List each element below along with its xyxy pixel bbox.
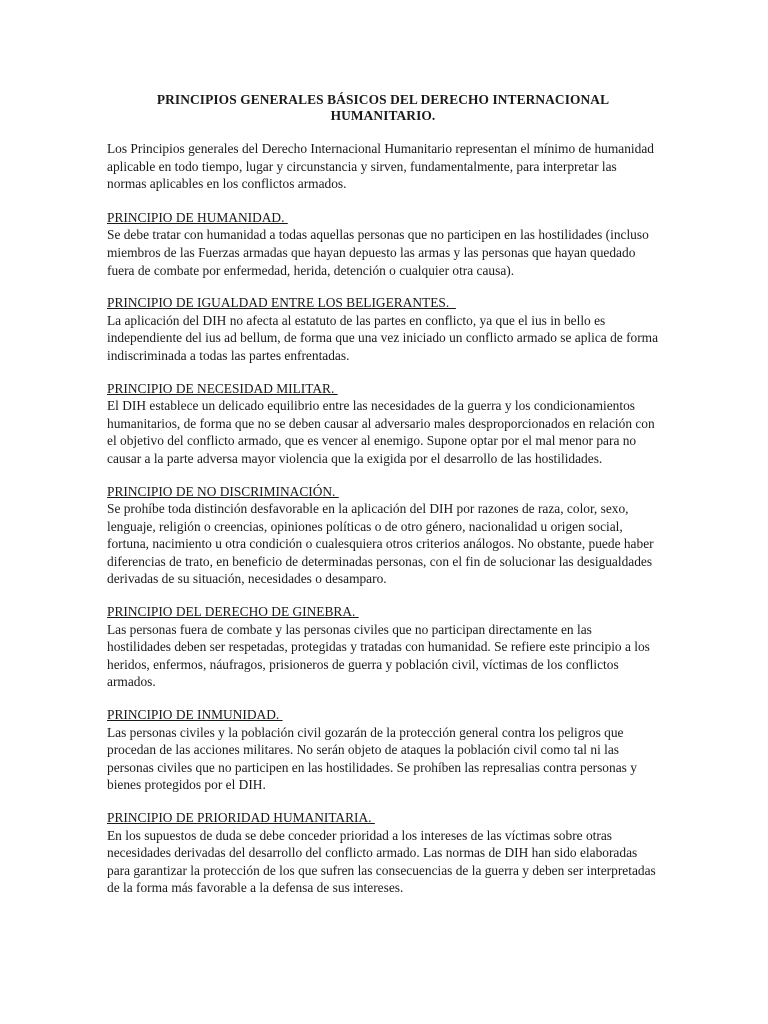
section-body: Se debe tratar con humanidad a todas aquellas personas que no participen en las hostilidades (incluso miembros de las Fuerzas armadas que hayan depuesto las armas y las personas que hayan quedado fuera de combate por enfermedad, herida, detención o cualquier otra causa). [107,227,649,278]
intro-paragraph: Los Principios generales del Derecho Internacional Humanitario representan el mínimo de humanidad aplicable en todo tiempo, lugar y circunstancia y sirven, fundamentalmente, para interpretar las normas aplicables en los conflictos armados. [107,141,654,192]
section-humanidad [107,209,659,279]
section-heading: PRINCIPIO DE NO DISCRIMINACIÓN. [107,483,339,499]
section-body: Se prohíbe toda distinción desfavorable en la aplicación del DIH por razones de raza, color, sexo, lenguaje, religión o creencias, opiniones políticas o de otro género, nacionalidad u origen social, fortuna, nacimiento u otra condición o cualesquiera otros criterios análogos. No obstante, puede haber diferencias de trato, en beneficio de determinadas personas, con el fin de solucionar las desigualdades derivadas de su situación, necesidades o desamparo. [107,501,654,587]
section-body: Las personas fuera de combate y las personas civiles que no participan directamente en las hostilidades deben ser respetadas, protegidas y tratadas con humanidad. Se refiere este principio a los heridos, enfermos, náufragos, prisioneros de guerra y población civil, víctimas de los conflictos armados. [107,621,650,690]
document-title: PRINCIPIOS GENERALES BÁSICOS DEL DERECHO INTERNACIONAL HUMANITARIO. [156,92,610,123]
section-inmunidad [107,706,659,794]
section-no-discriminacion [107,483,659,589]
section-heading: PRINCIPIO DE NECESIDAD MILITAR. [107,380,338,396]
section-body: Las personas civiles y la población civil gozarán de la protección general contra los peligros que procedan de las acciones militares. No serán objeto de ataques la población civil como tal ni las personas civiles que no participen en las hostilidades. Se prohíben las represalias contra personas y bienes protegidos por el DIH. [107,724,637,793]
section-heading: PRINCIPIO DE HUMANIDAD. [107,209,288,225]
section-body: La aplicación del DIH no afecta al estatuto de las partes en conflicto, ya que el ius in bello es independiente del ius ad bellum, de forma que una vez iniciado un conflicto armado se aplica de forma indiscriminada a todas las partes enfrentadas. [107,312,659,363]
section-body: El DIH establece un delicado equilibrio entre las necesidades de la guerra y los condicionamientos humanitarios, de forma que no se deben causar al adversario males desproporcionados en relación con el objetivo del conflicto armado, que es vencer al enemigo. Supone optar por el mal menor para no causar a la parte adversa mayor violencia que la exigida por el desarrollo de las hostilidades. [107,398,655,466]
section-heading: PRINCIPIO DE INMUNIDAD. [107,707,283,723]
section-body: En los supuestos de duda se debe conceder prioridad a los intereses de las víctimas sobre otras necesidades derivadas del desarrollo del conflicto armado. Las normas de DIH han sido elaboradas para garantizar la protección de los que sufren las consecuencias de la guerra y deben ser interpretadas de la forma más favorable a la defensa de sus intereses. [107,827,656,896]
section-igualdad [107,294,659,364]
document-page [107,92,659,912]
section-heading: PRINCIPIO DE PRIORIDAD HUMANITARIA. [107,810,375,825]
section-heading: PRINCIPIO DEL DERECHO DE GINEBRA. [107,604,359,620]
section-derecho-ginebra [107,603,659,691]
section-prioridad-humanitaria [107,809,659,897]
section-heading: PRINCIPIO DE IGUALDAD ENTRE LOS BELIGERANTES. [107,295,456,311]
section-necesidad-militar [107,380,659,468]
